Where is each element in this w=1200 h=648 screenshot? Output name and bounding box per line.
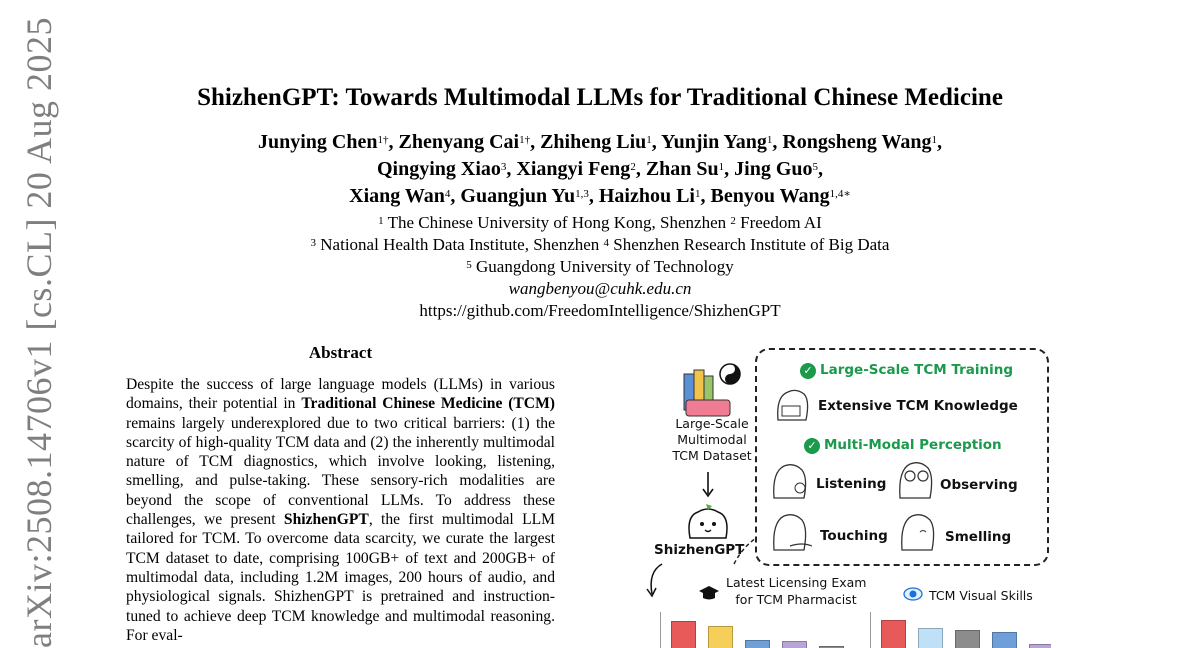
- chart-bar: [745, 640, 770, 648]
- abstract-text: Despite the success of large language models (LLMs) in various domains, their potential in: [126, 376, 555, 413]
- author-sup: 2: [630, 161, 636, 173]
- visual-title: TCM Visual Skills: [929, 588, 1033, 603]
- author-sup: 1: [695, 188, 701, 200]
- exam-title: [726, 574, 866, 608]
- affiliation-sup: 2: [730, 215, 736, 227]
- chart-bar: [881, 620, 906, 648]
- dataset-label-line: TCM Dataset: [672, 448, 752, 463]
- project-url[interactable]: https://github.com/FreedomIntelligence/ShizhenGPT: [419, 301, 781, 320]
- exam-title-line: Latest Licensing Exam: [726, 575, 867, 590]
- author-sup: 1: [646, 134, 652, 146]
- affiliation-sup: 3: [310, 237, 317, 249]
- books-icon: [680, 360, 744, 422]
- smelling-sketch-icon: [898, 508, 938, 554]
- training-title: [800, 362, 1013, 379]
- affiliation-sup: 4: [603, 237, 610, 249]
- check-icon: ✓: [800, 363, 816, 379]
- author: Haizhou Li: [598, 185, 695, 207]
- mascot-icon: [684, 502, 732, 542]
- author-sup: 1,4∗: [829, 188, 851, 200]
- observing-sketch-icon: [896, 456, 936, 502]
- affiliation: The Chinese University of Hong Kong, Shenzhen: [387, 213, 727, 232]
- arrow-down-icon: [702, 472, 714, 498]
- graduation-cap-icon: [698, 584, 720, 602]
- author-sup: 1: [766, 134, 773, 146]
- affiliation-line-3: [0, 256, 1200, 278]
- chart-bar: [782, 641, 807, 648]
- affiliation-line-2: [0, 234, 1200, 256]
- author-line-2: Qingying Xiao$^3$, Xiangyi Feng$^2$, Zhan Su$^1$, Jing Guo$^5$,: [376, 158, 824, 180]
- scholar-sketch-icon: [774, 384, 810, 424]
- perception-title: [804, 437, 1002, 454]
- arxiv-stamp: arXiv:2508.14706v1 [cs.CL] 20 Aug 2025: [19, 17, 59, 648]
- chart-bar: [1029, 644, 1051, 648]
- chart-bar: [992, 632, 1017, 648]
- overview-figure: [640, 340, 1060, 648]
- modality-smelling: Smelling: [945, 529, 1012, 545]
- author-sup: 1†: [519, 134, 531, 146]
- author-sup: 5: [812, 161, 819, 173]
- listening-sketch-icon: [770, 458, 810, 502]
- affiliation: Guangdong University of Technology: [476, 257, 734, 276]
- check-icon: ✓: [804, 438, 820, 454]
- abstract-bold: ShizhenGPT: [283, 511, 369, 529]
- author: Zhenyang Cai: [398, 131, 520, 153]
- author-line-3: Xiang Wan$^4$, Guangjun Yu$^{1,3}$, Haizhou Li$^1$, Benyou Wang$^{1,4∗}$: [349, 185, 851, 207]
- contact-email[interactable]: wangbenyou@cuhk.edu.cn: [508, 279, 692, 298]
- author: Xiangyi Feng: [516, 158, 631, 180]
- author: Benyou Wang: [710, 185, 830, 207]
- author: Zhan Su: [645, 158, 719, 180]
- paper-title: ShizhenGPT: Towards Multimodal LLMs for Traditional Chinese Medicine: [197, 84, 1003, 111]
- author-list: [0, 129, 1200, 210]
- abstract-body: [126, 375, 555, 645]
- author: Qingying Xiao: [376, 158, 501, 180]
- exam-bar-chart: [660, 612, 861, 648]
- abstract-text: remains largely underexplored due to two critical barriers: (1) the scarcity of high-quality TCM data and (2) the inherently multimodal nature of TCM diagnostics, which involve looking, listening, smelling, and pulse-taking. These sensory-rich modalities are beyond the scope of conventional LLMs. To address these challenges, we present: [126, 414, 555, 529]
- affiliation: Shenzhen Research Institute of Big Data: [613, 235, 890, 254]
- abstract-bold: Traditional Chinese Medicine (TCM): [301, 395, 555, 413]
- perception-title-text: Multi-Modal Perception: [824, 437, 1002, 453]
- modality-touching: Touching: [820, 528, 888, 544]
- touching-sketch-icon: [770, 508, 814, 554]
- author-sup: 1†: [377, 134, 389, 146]
- visual-bar-chart: [870, 612, 1051, 648]
- abstract-heading: Abstract: [308, 343, 373, 362]
- abstract-text: , the first multimodal LLM tailored for TCM. To overcome data scarcity, we curate the largest TCM dataset to date, comprising 100GB+ of text and 200GB+ of multimodal data, including 1.2M images, 200 hours of audio, and physiological signals. ShizhenGPT is pretrained and instruction-tuned to achieve deep TCM knowledge and multimodal reasoning. For eval-: [126, 511, 555, 644]
- bar-value-label: [816, 612, 846, 613]
- curved-arrow-icon: [642, 562, 672, 600]
- author: Junying Chen: [258, 131, 378, 153]
- model-label: ShizhenGPT: [654, 542, 745, 558]
- dataset-label: [672, 416, 752, 464]
- author-sup: 3: [500, 161, 507, 173]
- chart-bar: [708, 626, 733, 648]
- chart-bar: [955, 630, 980, 648]
- affiliation-line-1: [0, 212, 1200, 234]
- training-title-text: Large-Scale TCM Training: [820, 362, 1013, 378]
- author: Guangjun Yu: [460, 185, 576, 207]
- affiliation-sup: 1: [378, 215, 384, 227]
- author-sup: 1: [718, 161, 725, 173]
- author: Xiang Wan: [349, 185, 445, 207]
- modality-listening: Listening: [816, 476, 887, 492]
- author-sup: 1: [931, 134, 937, 146]
- dataset-label-line: Large-Scale: [675, 416, 749, 431]
- chart-bar: [671, 621, 696, 648]
- author-sup: 4: [444, 188, 451, 200]
- author-line-1: Junying Chen$^{1\dagger}$, Zhenyang Cai$^{1\dagger}$, Zhiheng Liu$^1$, Yunjin Yang$^1$, Rongsheng Wang$^1$,: [258, 131, 942, 153]
- eye-icon: [902, 584, 924, 602]
- author: Jing Guo: [734, 158, 813, 180]
- author: Rongsheng Wang: [782, 131, 932, 153]
- affiliations: [0, 212, 1200, 322]
- modality-observing: Observing: [940, 477, 1018, 493]
- author: Yunjin Yang: [661, 131, 767, 153]
- knowledge-label: Extensive TCM Knowledge: [818, 398, 1018, 414]
- author: Zhiheng Liu: [540, 131, 647, 153]
- connector-line: [732, 536, 758, 566]
- dataset-label-line: Multimodal: [677, 432, 747, 447]
- exam-title-line: for TCM Pharmacist: [735, 592, 857, 607]
- author-sup: 1,3: [575, 188, 589, 200]
- affiliation-sup: 5: [466, 259, 472, 271]
- affiliation: National Health Data Institute, Shenzhen: [320, 235, 600, 254]
- affiliation: Freedom AI: [740, 213, 822, 232]
- chart-bar: [918, 628, 943, 648]
